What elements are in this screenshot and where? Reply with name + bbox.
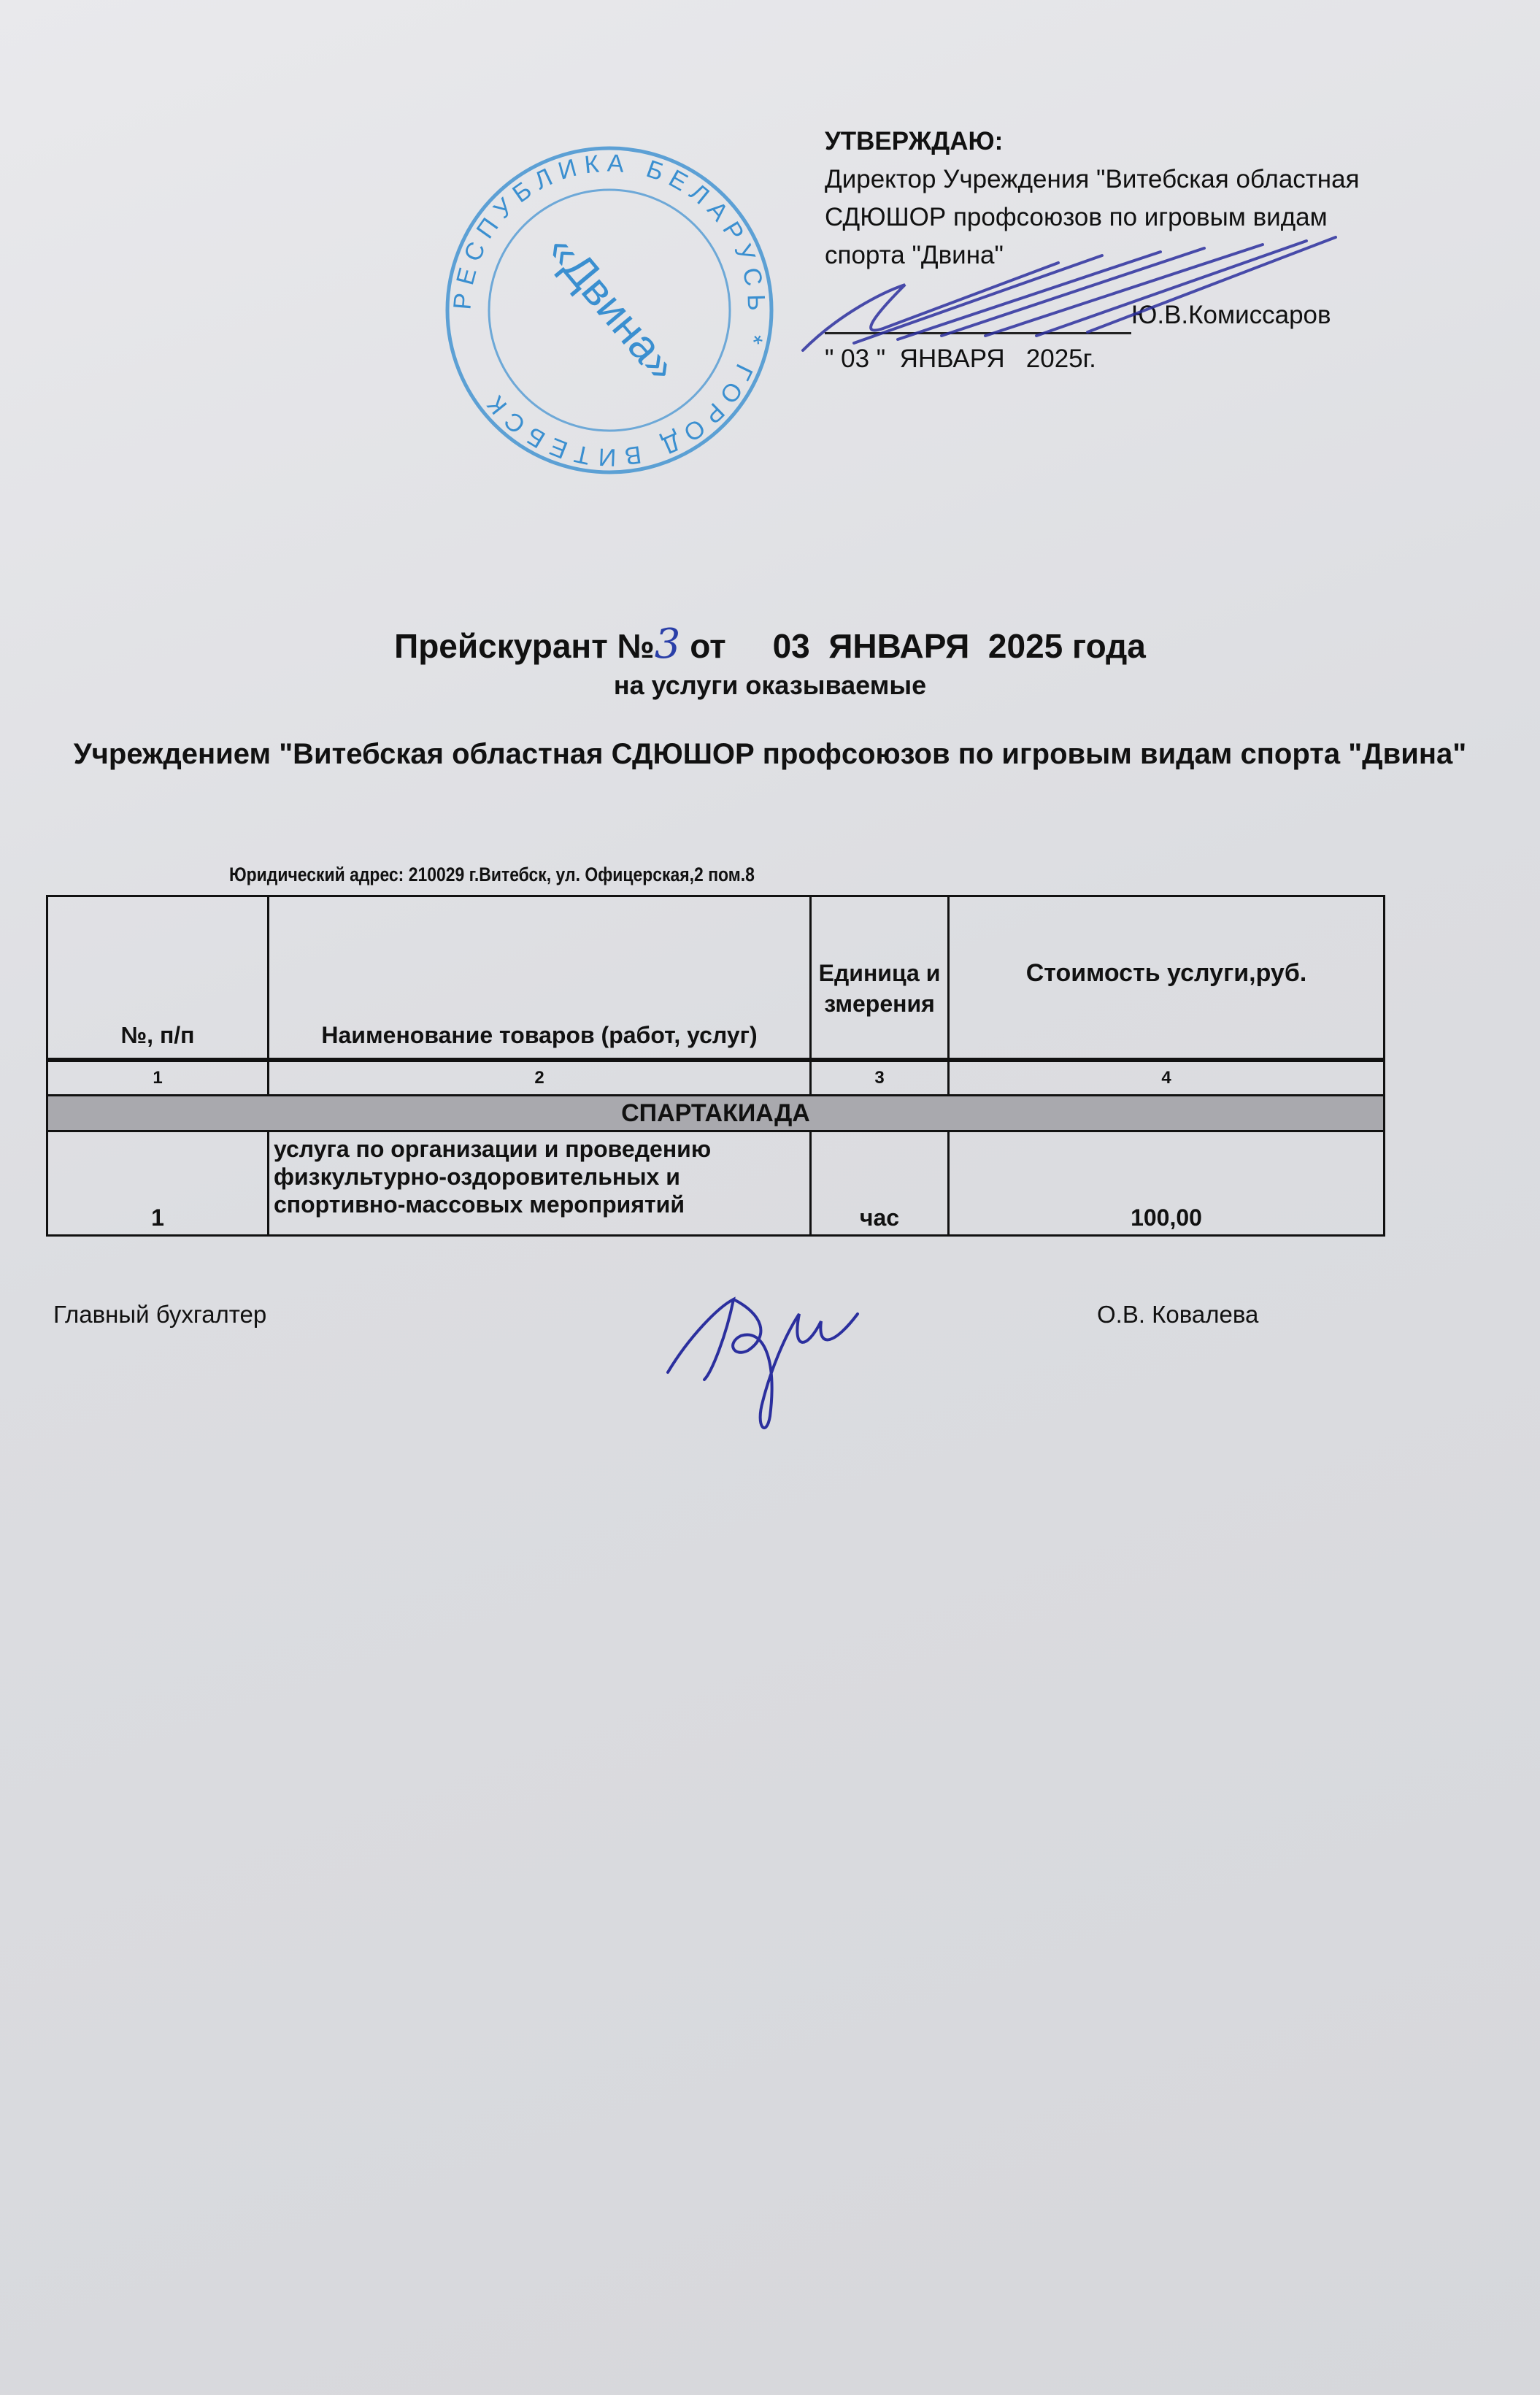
approval-line: Директор Учреждения "Витебская областная	[825, 165, 1360, 193]
header-cell: Единица измерения	[811, 896, 949, 1061]
accountant-role: Главный бухгалтер	[53, 1301, 267, 1328]
section-row	[47, 1096, 1385, 1131]
column-number-row	[47, 1060, 1385, 1096]
official-stamp	[438, 139, 781, 482]
accountant-signature	[661, 1270, 879, 1445]
title-prefix: Прейскурант №	[394, 627, 655, 665]
approval-line: СДЮШОР профсоюзов по игровым видам	[825, 203, 1328, 231]
column-number: 1	[47, 1060, 269, 1096]
unit: час	[811, 1131, 949, 1236]
column-number: 2	[269, 1060, 811, 1096]
institution-name: Учреждением "Витебская областная СДЮШОР профсоюзов по игровым видам спорта "Двина"	[73, 738, 1467, 770]
director-signature	[796, 234, 1350, 358]
accountant-name: О.В. Ковалева	[1097, 1301, 1259, 1328]
price: 100,00	[949, 1131, 1385, 1236]
header-cell: №, п/п	[47, 896, 269, 1061]
handwritten-number: 3	[654, 620, 681, 668]
document-title	[0, 620, 1540, 668]
approval-date: " 03 " ЯНВАРЯ 2025г.	[825, 345, 1096, 373]
stamp-outer-text: РЕСПУБЛИКА БЕЛАРУСЬ * ГОРОД ВИТЕБСК	[448, 149, 771, 472]
approval-heading: УТВЕРЖДАЮ:	[825, 127, 1004, 155]
header-cell: Стоимость услуги,руб.	[949, 896, 1385, 1061]
approval-signer: Ю.В.Комиссаров	[1131, 301, 1331, 329]
table-row	[47, 1131, 1385, 1236]
column-number: 3	[811, 1060, 949, 1096]
service-name: услуга по организации и проведению физкультурно-оздоровительных и спортивно-массовых мероприятий	[269, 1131, 811, 1236]
document-subtitle: на услуги оказываемые	[613, 670, 927, 700]
stamp-center-text: «Двина»	[537, 225, 688, 391]
header-cell: Наименование товаров (работ, услуг)	[269, 896, 811, 1061]
row-number: 1	[47, 1131, 269, 1236]
section-title: СПАРТАКИАДА	[47, 1096, 1385, 1131]
table-header-row	[47, 896, 1385, 1061]
title-suffix: от 03 ЯНВАРЯ 2025 года	[680, 627, 1146, 665]
column-number: 4	[949, 1060, 1385, 1096]
approval-line: спорта "Двина"	[825, 241, 1004, 269]
price-table	[46, 895, 1385, 1237]
legal-address: Юридический адрес: 210029 г.Витебск, ул. Офицерская,2 пом.8	[229, 864, 755, 885]
